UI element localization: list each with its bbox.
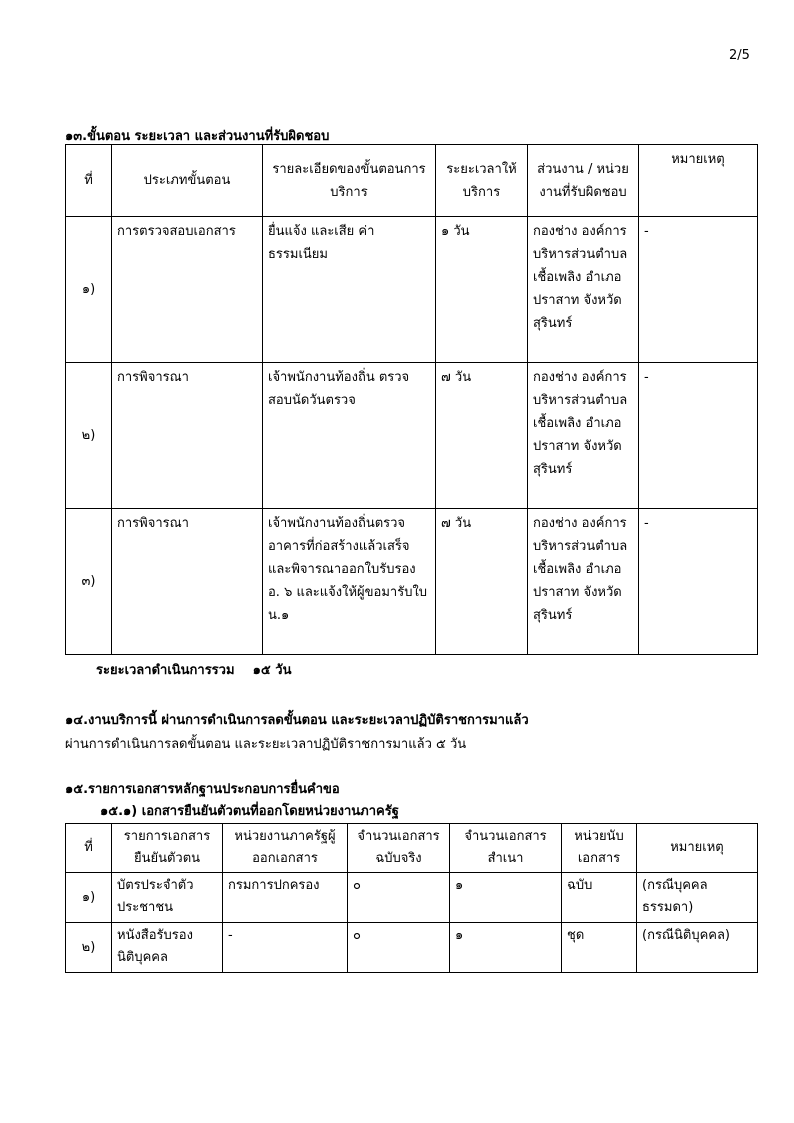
table-header-row	[66, 824, 758, 873]
header-no: ที่	[66, 145, 112, 217]
section14-body: ผ่านการดำเนินการลดขั้นตอน และระยะเวลาปฏิบัติราชการมาแล้ว ๕ วัน	[65, 737, 467, 752]
document-name: บัตรประจำตัวประชาชน	[112, 873, 223, 923]
header-document: รายการเอกสารยืนยันตัวตน	[112, 824, 223, 873]
identity-documents-table	[65, 823, 758, 973]
document-note: (กรณีบุคคลธรรมดา)	[637, 873, 758, 923]
header-no: ที่	[66, 824, 112, 873]
header-duration: ระยะเวลาให้บริการ	[436, 145, 528, 217]
table-row	[66, 509, 758, 655]
header-note: หมายเหตุ	[637, 824, 758, 873]
original-count: ๐	[348, 923, 450, 973]
table-header-row	[66, 145, 758, 217]
step-detail: เจ้าพนักงานท้องถิ่นตรวจอาคารที่ก่อสร้างแล้วเสร็จและพิจารณาออกใบรับรอง อ. ๖ และแจ้งให้ผู้ขอมารับใบ น.๑	[263, 509, 436, 655]
step-detail: เจ้าพนักงานท้องถิ่น ตรวจสอบนัดวันตรวจ	[263, 363, 436, 509]
table-row	[66, 217, 758, 363]
responsible-unit: กองช่าง องค์การบริหารส่วนตำบลเชื้อเพลิง อำเภอปราสาท จังหวัดสุรินทร์	[528, 509, 639, 655]
copy-count: ๑	[450, 923, 562, 973]
row-number: ๑)	[66, 217, 112, 363]
copy-count: ๑	[450, 873, 562, 923]
section13-title: ๑๓.ขั้นตอน ระยะเวลา และส่วนงานที่รับผิดชอบ	[65, 129, 330, 144]
row-number: ๑)	[66, 873, 112, 923]
page-number: 2/5	[729, 48, 750, 63]
table-row	[66, 923, 758, 973]
total-duration-label: ระยะเวลาดำเนินการรวม	[96, 663, 235, 678]
header-step-type: ประเภทขั้นตอน	[112, 145, 263, 217]
issuer: -	[223, 923, 348, 973]
header-issuer: หน่วยงานภาครัฐผู้ออกเอกสาร	[223, 824, 348, 873]
step-note: -	[639, 509, 758, 655]
step-note: -	[639, 363, 758, 509]
header-step-detail: รายละเอียดของขั้นตอนการบริการ	[263, 145, 436, 217]
responsible-unit: กองช่าง องค์การบริหารส่วนตำบลเชื้อเพลิง อำเภอปราสาท จังหวัดสุรินทร์	[528, 363, 639, 509]
step-type: การพิจารณา	[112, 363, 263, 509]
count-unit: ฉบับ	[562, 873, 637, 923]
table-row	[66, 363, 758, 509]
step-duration: ๑ วัน	[436, 217, 528, 363]
responsible-unit: กองช่าง องค์การบริหารส่วนตำบลเชื้อเพลิง อำเภอปราสาท จังหวัดสุรินทร์	[528, 217, 639, 363]
issuer: กรมการปกครอง	[223, 873, 348, 923]
table-row	[66, 873, 758, 923]
section14-title: ๑๔.งานบริการนี้ ผ่านการดำเนินการลดขั้นตอน และระยะเวลาปฏิบัติราชการมาแล้ว	[65, 713, 529, 728]
process-steps-table	[65, 144, 758, 655]
step-duration: ๗ วัน	[436, 363, 528, 509]
header-original-count: จำนวนเอกสารฉบับจริง	[348, 824, 450, 873]
original-count: ๐	[348, 873, 450, 923]
row-number: ๒)	[66, 923, 112, 973]
step-type: การพิจารณา	[112, 509, 263, 655]
header-count-unit: หน่วยนับเอกสาร	[562, 824, 637, 873]
step-detail: ยื่นแจ้ง และเสีย ค่าธรรมเนียม	[263, 217, 436, 363]
header-responsible-unit: ส่วนงาน / หน่วยงานที่รับผิดชอบ	[528, 145, 639, 217]
step-duration: ๗ วัน	[436, 509, 528, 655]
total-duration	[96, 659, 291, 680]
section15-subtitle: ๑๕.๑) เอกสารยืนยันตัวตนที่ออกโดยหน่วยงานภาครัฐ	[100, 804, 399, 819]
document-name: หนังสือรับรองนิติบุคคล	[112, 923, 223, 973]
header-note: หมายเหตุ	[639, 145, 758, 217]
count-unit: ชุด	[562, 923, 637, 973]
step-note: -	[639, 217, 758, 363]
header-copy-count: จำนวนเอกสารสำเนา	[450, 824, 562, 873]
document-note: (กรณีนิติบุคคล)	[637, 923, 758, 973]
section15-title: ๑๕.รายการเอกสารหลักฐานประกอบการยื่นคำขอ	[65, 782, 340, 797]
row-number: ๒)	[66, 363, 112, 509]
step-type: การตรวจสอบเอกสาร	[112, 217, 263, 363]
total-duration-value: ๑๕ วัน	[252, 663, 292, 678]
row-number: ๓)	[66, 509, 112, 655]
